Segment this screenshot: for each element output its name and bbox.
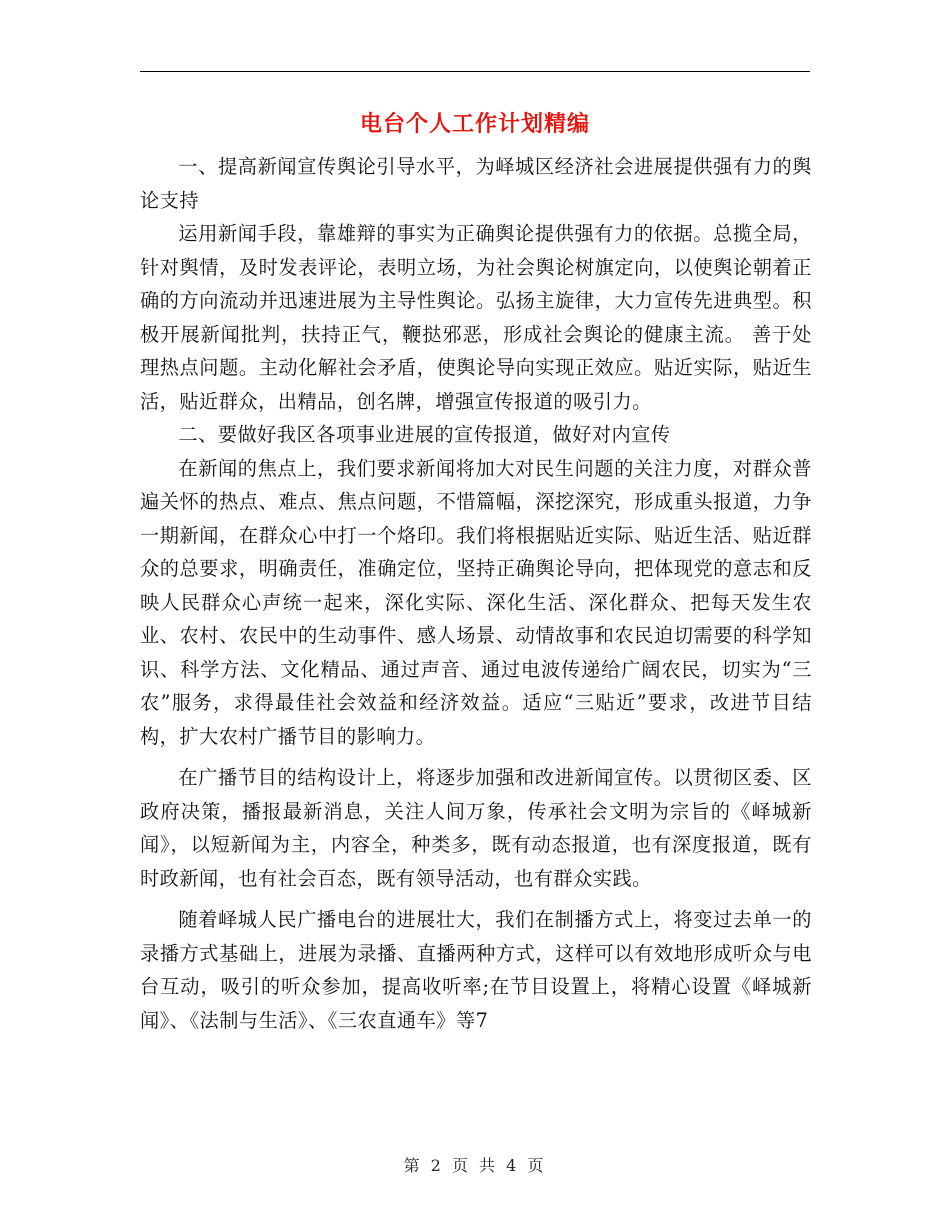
body-paragraph: 在广播节目的结构设计上，将逐步加强和改进新闻宣传。以贯彻区委、区政府决策，播报最新消息，关注人间万象，传承社会文明为宗旨的《峄城新闻》，以短新闻为主，内容全，种类多，既有动态报道，也有深度报道，既有时政新闻，也有社会百态，既有领导活动，也有群众实践。: [140, 766, 812, 890]
body-paragraph: 在新闻的焦点上，我们要求新闻将加大对民生问题的关注力度，对群众普遍关怀的热点、难点、焦点问题，不惜篇幅，深挖深究，形成重头报道，力争一期新闻，在群众心中打一个烙印。我们将根据贴近实际、贴近生活、贴近群众的总要求，明确责任，准确定位，坚持正确舆论导向，把体现党的意志和反映人民群众心声统一起来，深化实际、深化生活、深化群众、把每天发生农业、农村、农民中的生动事件、感人场景、动情故事和农民迫切需要的科学知识、科学方法、文化精品、通过声音、通过电波传递给广阔农民，切实为“三农”服务，求得最佳社会效益和经济效益。适应“三贴近”要求，改进节目结构，扩大农村广播节目的影响力。: [140, 456, 812, 748]
page-number: 第 2 页 共 4 页: [403, 1156, 547, 1175]
document-body: [140, 150, 812, 1037]
header-rule: [140, 71, 810, 72]
section-heading-2: 二、要做好我区各项事业进展的宣传报道，做好对内宣传: [178, 423, 671, 446]
body-paragraph: 运用新闻手段，靠雄辩的事实为正确舆论提供强有力的依据。总揽全局，针对舆情，及时发表评论，表明立场，为社会舆论树旗定向，以使舆论朝着正确的方向流动并迅速进展为主导性舆论。弘扬主旋律，大力宣传先进典型。积极开展新闻批判，扶持正气，鞭挞邪恶，形成社会舆论的健康主流。 善于处理热点问题。主动化解社会矛盾，使舆论导向实现正效应。贴近实际，贴近生活，贴近群众，出精品，创名牌，增强宣传报道的吸引力。: [140, 222, 812, 413]
section-heading-1: 一、提高新闻宣传舆论引导水平，为峄城区经济社会进展提供强有力的舆论支持: [140, 155, 812, 212]
document-title: 电台个人工作计划精编: [359, 111, 590, 137]
body-paragraph: 随着峄城人民广播电台的进展壮大，我们在制播方式上，将变过去单一的录播方式基础上，进展为录播、直播两种方式，这样可以有效地形成听众与电台互动，吸引的听众参加，提高收听率;在节目设置上，将精心设置《峄城新闻》、《法制与生活》、《三农直通车》等7: [140, 908, 812, 1032]
